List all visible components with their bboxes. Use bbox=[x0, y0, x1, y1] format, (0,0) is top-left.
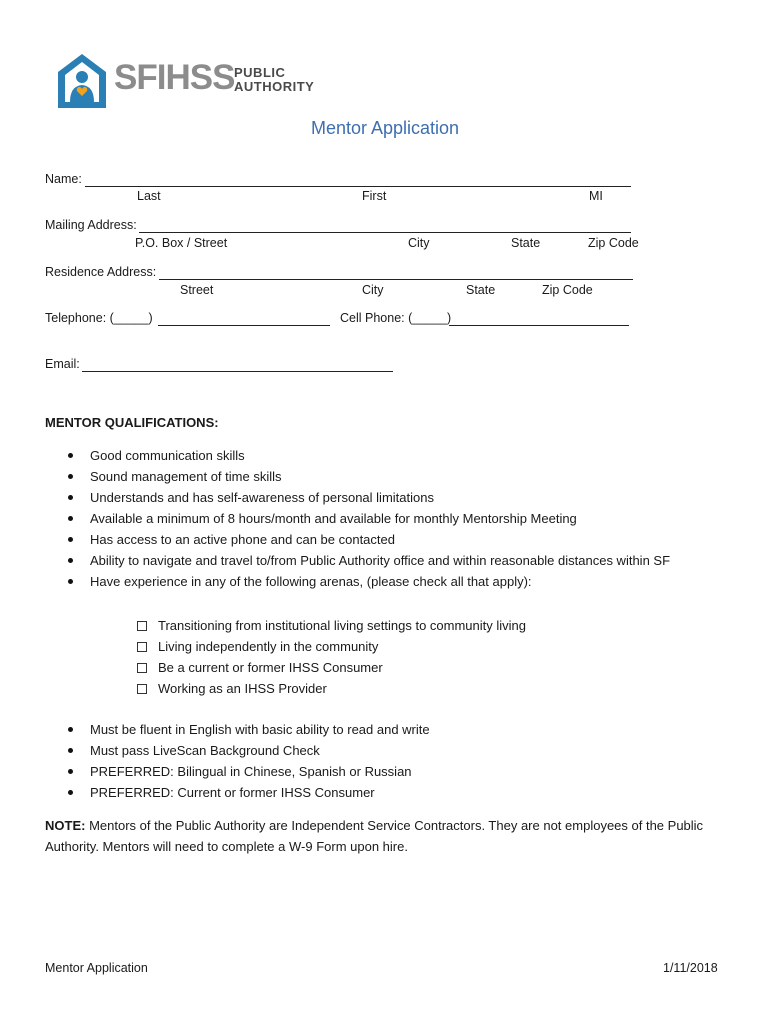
footer-title: Mentor Application bbox=[45, 961, 148, 975]
telephone-label: Telephone: (_____) bbox=[45, 311, 153, 325]
email-field[interactable] bbox=[82, 371, 393, 372]
bullet-icon bbox=[68, 558, 73, 563]
house-person-icon bbox=[56, 52, 108, 110]
list-item: Must be fluent in English with basic ability to read and write bbox=[64, 719, 430, 740]
checkbox[interactable] bbox=[137, 642, 147, 652]
cell-phone-label: Cell Phone: (_____) bbox=[340, 311, 452, 325]
qualifications-heading: MENTOR QUALIFICATIONS: bbox=[45, 415, 219, 430]
logo-subtitle: PUBLIC AUTHORITY bbox=[234, 65, 315, 94]
bullet-icon bbox=[68, 516, 73, 521]
logo-wordmark: SFIHSS bbox=[114, 58, 235, 97]
mailing-address-label: Mailing Address: bbox=[45, 218, 137, 232]
mailing-sub-street: P.O. Box / Street bbox=[135, 236, 228, 250]
bullet-icon bbox=[68, 495, 73, 500]
name-sub-mi: MI bbox=[589, 189, 603, 203]
mailing-sub-state: State bbox=[511, 236, 541, 250]
list-item: Has access to an active phone and can be contacted bbox=[64, 529, 670, 550]
name-sub-first: First bbox=[362, 189, 387, 203]
experience-checklist bbox=[136, 615, 526, 699]
footer-date: 1/11/2018 bbox=[663, 961, 718, 975]
checkbox-item[interactable]: Be a current or former IHSS Consumer bbox=[136, 657, 526, 678]
note-paragraph bbox=[45, 815, 735, 857]
residence-sub-zip: Zip Code bbox=[542, 283, 593, 297]
cell-phone-field[interactable] bbox=[449, 325, 629, 326]
bullet-icon bbox=[68, 769, 73, 774]
residence-sub-street: Street bbox=[180, 283, 214, 297]
bullet-icon bbox=[68, 790, 73, 795]
residence-address-field[interactable] bbox=[159, 279, 633, 280]
checkbox-item[interactable]: Working as an IHSS Provider bbox=[136, 678, 526, 699]
qualifications-list bbox=[64, 445, 670, 592]
list-item: Must pass LiveScan Background Check bbox=[64, 740, 430, 761]
sfihss-logo bbox=[56, 52, 336, 112]
email-label: Email: bbox=[45, 357, 80, 371]
list-item: Understands and has self-awareness of personal limitations bbox=[64, 487, 670, 508]
checkbox-item[interactable]: Living independently in the community bbox=[136, 636, 526, 657]
bullet-icon bbox=[68, 537, 73, 542]
list-item: Ability to navigate and travel to/from Public Authority office and within reasonable distances within SF bbox=[64, 550, 670, 571]
page-title: Mentor Application bbox=[310, 118, 460, 138]
telephone-field[interactable] bbox=[158, 325, 330, 326]
mailing-sub-city: City bbox=[408, 236, 430, 250]
bullet-icon bbox=[68, 748, 73, 753]
list-item: Available a minimum of 8 hours/month and available for monthly Mentorship Meeting bbox=[64, 508, 670, 529]
list-item: PREFERRED: Current or former IHSS Consumer bbox=[64, 782, 430, 803]
bullet-icon bbox=[68, 579, 73, 584]
mailing-address-field[interactable] bbox=[139, 232, 631, 233]
note-label: NOTE: bbox=[45, 818, 86, 833]
checkbox[interactable] bbox=[137, 663, 147, 673]
list-item: Have experience in any of the following arenas, (please check all that apply): bbox=[64, 571, 670, 592]
checkbox[interactable] bbox=[137, 684, 147, 694]
residence-address-label: Residence Address: bbox=[45, 265, 157, 279]
bullet-icon bbox=[68, 474, 73, 479]
name-field[interactable] bbox=[85, 186, 631, 187]
note-text: Mentors of the Public Authority are Independent Service Contractors. They are not employees of the Public Authority. Mentors will need to complete a W-9 Form upon hire. bbox=[45, 818, 704, 854]
name-sub-last: Last bbox=[137, 189, 161, 203]
list-item: Sound management of time skills bbox=[64, 466, 670, 487]
requirements-list bbox=[64, 719, 430, 803]
list-item: PREFERRED: Bilingual in Chinese, Spanish or Russian bbox=[64, 761, 430, 782]
list-item: Good communication skills bbox=[64, 445, 670, 466]
residence-sub-city: City bbox=[362, 283, 384, 297]
residence-sub-state: State bbox=[466, 283, 496, 297]
checkbox-item[interactable]: Transitioning from institutional living settings to community living bbox=[136, 615, 526, 636]
name-label: Name: bbox=[45, 172, 82, 186]
mailing-sub-zip: Zip Code bbox=[588, 236, 639, 250]
bullet-icon bbox=[68, 727, 73, 732]
bullet-icon bbox=[68, 453, 73, 458]
checkbox[interactable] bbox=[137, 621, 147, 631]
